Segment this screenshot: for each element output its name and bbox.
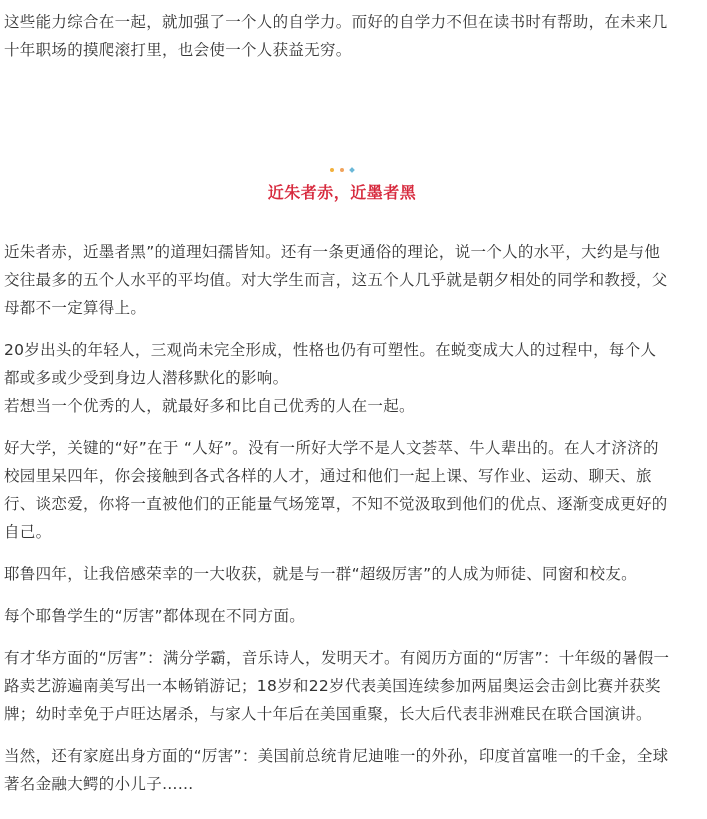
dot-icon	[340, 168, 344, 172]
section-divider-dots	[12, 164, 672, 176]
section-title: 近朱者赤，近墨者黑	[267, 183, 417, 202]
paragraph-talent-experience: 有才华方面的“厉害”：满分学霸，音乐诗人，发明天才。有阅历方面的“厉害”：十年级的暑假一路卖艺游遍南美写出一本畅销游记；18岁和22岁代表美国连续参加两届奥运会击剑比赛并获奖牌；幼时幸免于卢旺达屠杀，与家人十年后在美国重聚，长大后代表非洲难民在联合国演讲。	[4, 649, 670, 723]
paragraph-young-people: 20岁出头的年轻人，三观尚未完全形成，性格也仍有可塑性。在蜕变成大人的过程中，每个人都或多或少受到身边人潜移默化的影响。	[4, 341, 657, 387]
paragraph-proverb: 近朱者赤，近墨者黑”的道理妇孺皆知。还有一条更通俗的理论，说一个人的水平，大约是与他交往最多的五个人水平的平均值。对大学生而言，这五个人几乎就是朝夕相处的同学和教授，父母都不一定算得上。	[4, 243, 668, 317]
paragraph-family-background: 当然，还有家庭出身方面的“厉害”：美国前总统肯尼迪唯一的外孙，印度首富唯一的千金，全球著名金融大鳄的小儿子……	[4, 747, 669, 793]
intro-paragraph: 这些能力综合在一起，就加强了一个人的自学力。而好的自学力不但在读书时有帮助，在未来几十年职场的摸爬滚打里，也会使一个人获益无穷。	[4, 13, 668, 59]
diamond-icon	[349, 167, 355, 173]
section-spacer	[4, 64, 672, 164]
paragraph-good-university: 好大学，关键的“好”在于 “人好”。没有一所好大学不是人文荟萃、牛人辈出的。在人才济济的校园里呆四年，你会接触到各式各样的人才，通过和他们一起上课、写作业、运动、聊天、旅行、谈恋爱，你将一直被他们的正能量气场笼罩，不知不觉汲取到他们的优点、逐渐变成更好的自己。	[4, 439, 668, 541]
dot-icon	[330, 168, 334, 172]
paragraph-yale-students: 每个耶鲁学生的“厉害”都体现在不同方面。	[4, 607, 306, 625]
paragraph-yale-harvest: 耶鲁四年，让我倍感荣幸的一大收获，就是与一群“超级厉害”的人成为师徒、同窗和校友。	[4, 565, 637, 583]
article-body	[4, 8, 672, 798]
paragraph-be-excellent: 若想当一个优秀的人，就最好多和比自己优秀的人在一起。	[4, 397, 415, 415]
